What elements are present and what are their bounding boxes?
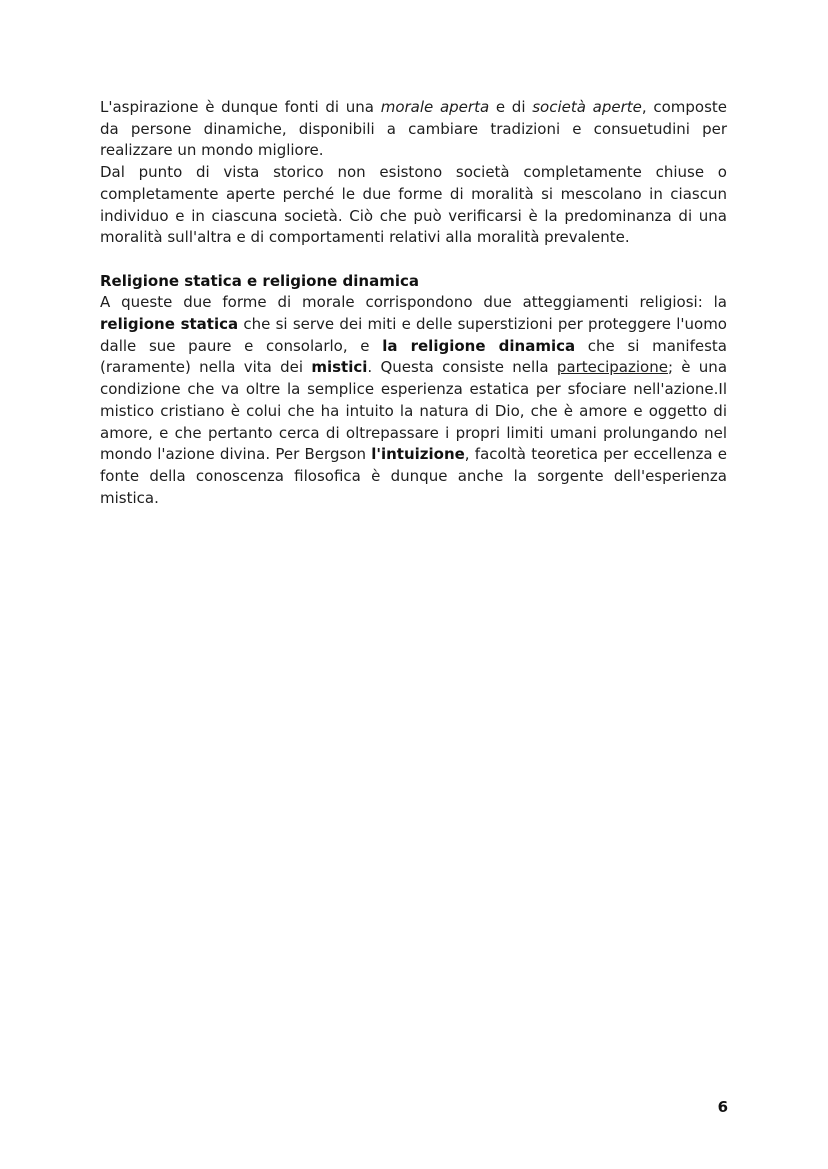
text-run: , composte da persone dinamiche, disponibili a cambiare tradizioni e consuetudini per realizzare un mondo migliore. bbox=[100, 98, 727, 160]
bold-term-religione-statica: religione statica bbox=[100, 315, 239, 334]
section-heading: Religione statica e religione dinamica bbox=[100, 271, 420, 290]
text-run: che si manifesta (raramente) nella vita dei bbox=[100, 336, 727, 377]
bold-term-religione-dinamica: la religione dinamica bbox=[382, 336, 576, 355]
bold-term-mistici: mistici bbox=[311, 358, 368, 377]
text-run: che si serve dei miti e delle superstizioni per proteggere l'uomo dalle sue paure e consolarlo, e bbox=[100, 315, 727, 355]
italic-term-societa-aperte: società aperte bbox=[532, 98, 642, 116]
page-number: 6 bbox=[717, 1098, 728, 1116]
text-run: L'aspirazione è dunque fonti di una bbox=[100, 98, 381, 116]
text-run: , facoltà teoretica per eccellenza e fonte della conoscenza filosofica è dunque anche la sorgente dell'esperienza mistica. bbox=[100, 445, 727, 507]
paragraph-punto-di-vista-storico: Dal punto di vista storico non esistono società completamente chiuse o completamente aperte perché le due forme di moralità si mescolano in ciascun individuo e in ciascuna società. Ciò che può verificarsi è la predominanza di una moralità sull'altra e di comportamenti relativi alla moralità prevalente. bbox=[100, 163, 727, 247]
italic-term-morale-aperta: morale aperta bbox=[380, 98, 490, 116]
text-run: . Questa consiste nella bbox=[367, 358, 557, 377]
bold-term-intuizione: l'intuizione bbox=[371, 445, 465, 464]
paragraph-morale-aperta bbox=[100, 97, 727, 162]
paragraph-spacer bbox=[100, 249, 727, 271]
text-run: e di bbox=[489, 98, 533, 116]
underlined-term-partecipazione: partecipazione bbox=[556, 358, 668, 377]
document-page bbox=[100, 97, 727, 509]
paragraph-religione bbox=[100, 292, 727, 509]
text-run: A queste due forme di morale corrispondono due atteggiamenti religiosi: la bbox=[100, 293, 727, 312]
text-run: ; è una condizione che va oltre la semplice esperienza estatica per sfociare nell'azione.Il mistico cristiano è colui che ha intuito la natura di Dio, che è amore e oggetto di amore, e che pertanto cerca di oltrepassare i propri limiti umani prolungando nel mondo l'azione divina. Per Bergson bbox=[100, 358, 728, 464]
